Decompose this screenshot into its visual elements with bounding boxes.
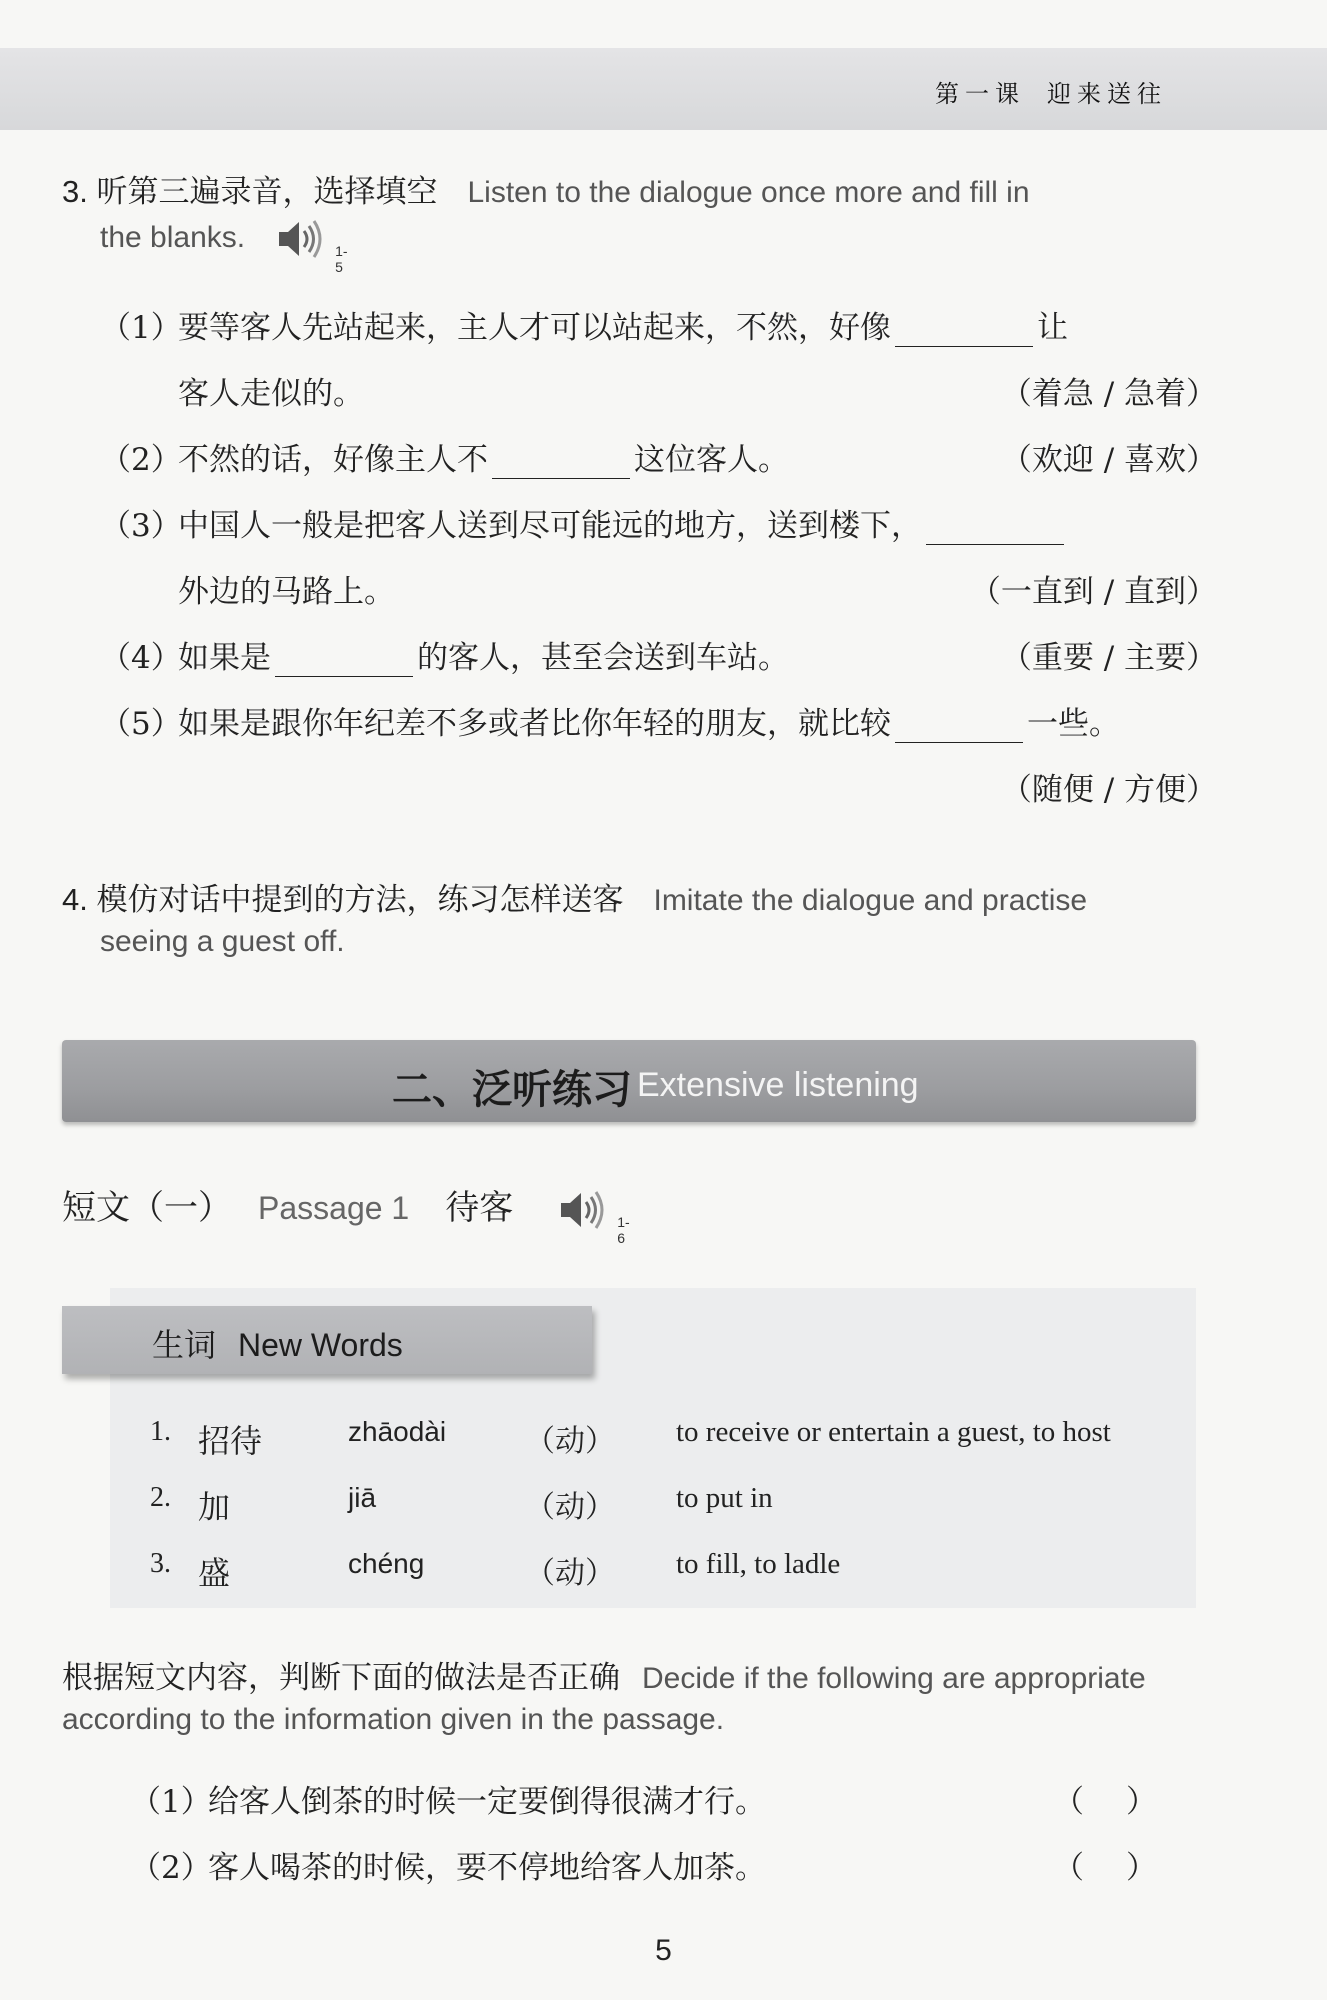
- answer-blank[interactable]: [492, 448, 630, 479]
- exercise-number: 3.: [62, 174, 88, 209]
- vocab-part-of-speech: （动）: [525, 1556, 615, 1591]
- fill-blank-options-2: （欢迎 / 喜欢）: [1000, 442, 1217, 478]
- fill-blank-item-1-line2: 客人走似的。: [178, 376, 364, 412]
- vocab-pinyin: chéng: [348, 1548, 425, 1579]
- exercise-title-cn: 听第三遍录音，选择填空: [96, 174, 438, 210]
- fill-blank-options-5: （随便 / 方便）: [1000, 772, 1217, 808]
- judgement-heading: [62, 1652, 1212, 1737]
- answer-blank[interactable]: [926, 514, 1064, 545]
- vocab-tab: [62, 1306, 592, 1374]
- passage-label: 短文（一）: [62, 1188, 232, 1228]
- vocab-part-of-speech: （动）: [525, 1490, 615, 1525]
- section-title-cn: 二、泛听练习: [392, 1067, 632, 1113]
- passage-label-en: Passage 1: [258, 1190, 410, 1226]
- exercise-title-en-continued: the blanks. 1-5: [100, 217, 1030, 261]
- judgement-title-en: Decide if the following are appropriate: [642, 1662, 1146, 1695]
- audio-track-number: 1-6: [617, 1214, 630, 1247]
- fill-blank-item-3-line2: 外边的马路上。: [178, 574, 395, 610]
- fill-blank-item-3: （3）中国人一般是把客人送到尽可能远的地方，送到楼下，: [100, 500, 1068, 545]
- exercise-number: 4.: [62, 882, 88, 917]
- judgement-title-en-continued: according to the information given in the passage.: [62, 1703, 725, 1736]
- answer-parentheses[interactable]: （）: [1053, 1850, 1199, 1886]
- judgement-title-cn: 根据短文内容，判断下面的做法是否正确: [62, 1660, 620, 1696]
- answer-blank[interactable]: [275, 646, 413, 677]
- fill-blank-item-1: （1）要等客人先站起来，主人才可以站起来，不然，好像 让: [100, 310, 1068, 346]
- fill-blank-options-1: （着急 / 急着）: [1000, 376, 1217, 412]
- exercise-title-en: Listen to the dialogue once more and fill in: [467, 176, 1030, 209]
- vocab-pinyin: zhāodài: [348, 1416, 447, 1447]
- exercise-4-heading: [62, 874, 1087, 959]
- lesson-title: 迎来送往: [1047, 80, 1167, 108]
- fill-blank-item-5: （5）如果是跟你年纪差不多或者比你年轻的朋友，就比较 一些。: [100, 706, 1120, 742]
- exercise-title-en: Imitate the dialogue and practise: [653, 884, 1088, 917]
- vocab-definition: to put in: [676, 1482, 773, 1514]
- judgement-item-1: （1）给客人倒茶的时候一定要倒得很满才行。: [130, 1784, 766, 1820]
- section-title-en: Extensive listening: [637, 1066, 919, 1104]
- fill-blank-item-4: （4）如果是 的客人，甚至会送到车站。: [100, 640, 789, 676]
- passage-heading: [62, 1180, 630, 1247]
- audio-speaker-icon[interactable]: [557, 1188, 630, 1247]
- vocab-word: 招待: [198, 1422, 263, 1460]
- vocab-definition: to fill, to ladle: [676, 1548, 841, 1580]
- judgement-item-2: （2）客人喝茶的时候，要不停地给客人加茶。: [130, 1850, 766, 1886]
- lesson-number: 第一课: [935, 80, 1025, 108]
- answer-blank[interactable]: [895, 712, 1023, 743]
- passage-title: 待客: [445, 1188, 514, 1228]
- fill-blank-options-3: （一直到 / 直到）: [969, 574, 1217, 610]
- vocab-definition: to receive or entertain a guest, to host: [676, 1416, 1111, 1448]
- exercise-title-cn: 模仿对话中提到的方法，练习怎样送客: [96, 882, 624, 918]
- vocab-word: 加: [198, 1488, 231, 1526]
- audio-speaker-icon[interactable]: [275, 217, 348, 275]
- vocab-tab-label: 生词 New Words: [152, 1326, 403, 1364]
- vocab-pinyin: jiā: [348, 1482, 377, 1513]
- answer-parentheses[interactable]: （）: [1053, 1784, 1199, 1820]
- fill-blank-item-2: （2）不然的话，好像主人不 这位客人。: [100, 442, 789, 478]
- exercise-title-en-continued: seeing a guest off.: [100, 925, 345, 958]
- exercise-3-heading: [62, 166, 1030, 275]
- running-header: [913, 74, 1167, 109]
- vocab-word: 盛: [198, 1554, 231, 1592]
- page-number: 5: [655, 1934, 672, 1967]
- section-banner: [62, 1040, 1196, 1122]
- fill-blank-options-4: （重要 / 主要）: [1000, 640, 1217, 676]
- answer-blank[interactable]: [895, 316, 1033, 347]
- vocab-part-of-speech: （动）: [525, 1424, 615, 1459]
- audio-track-number: 1-5: [335, 243, 348, 275]
